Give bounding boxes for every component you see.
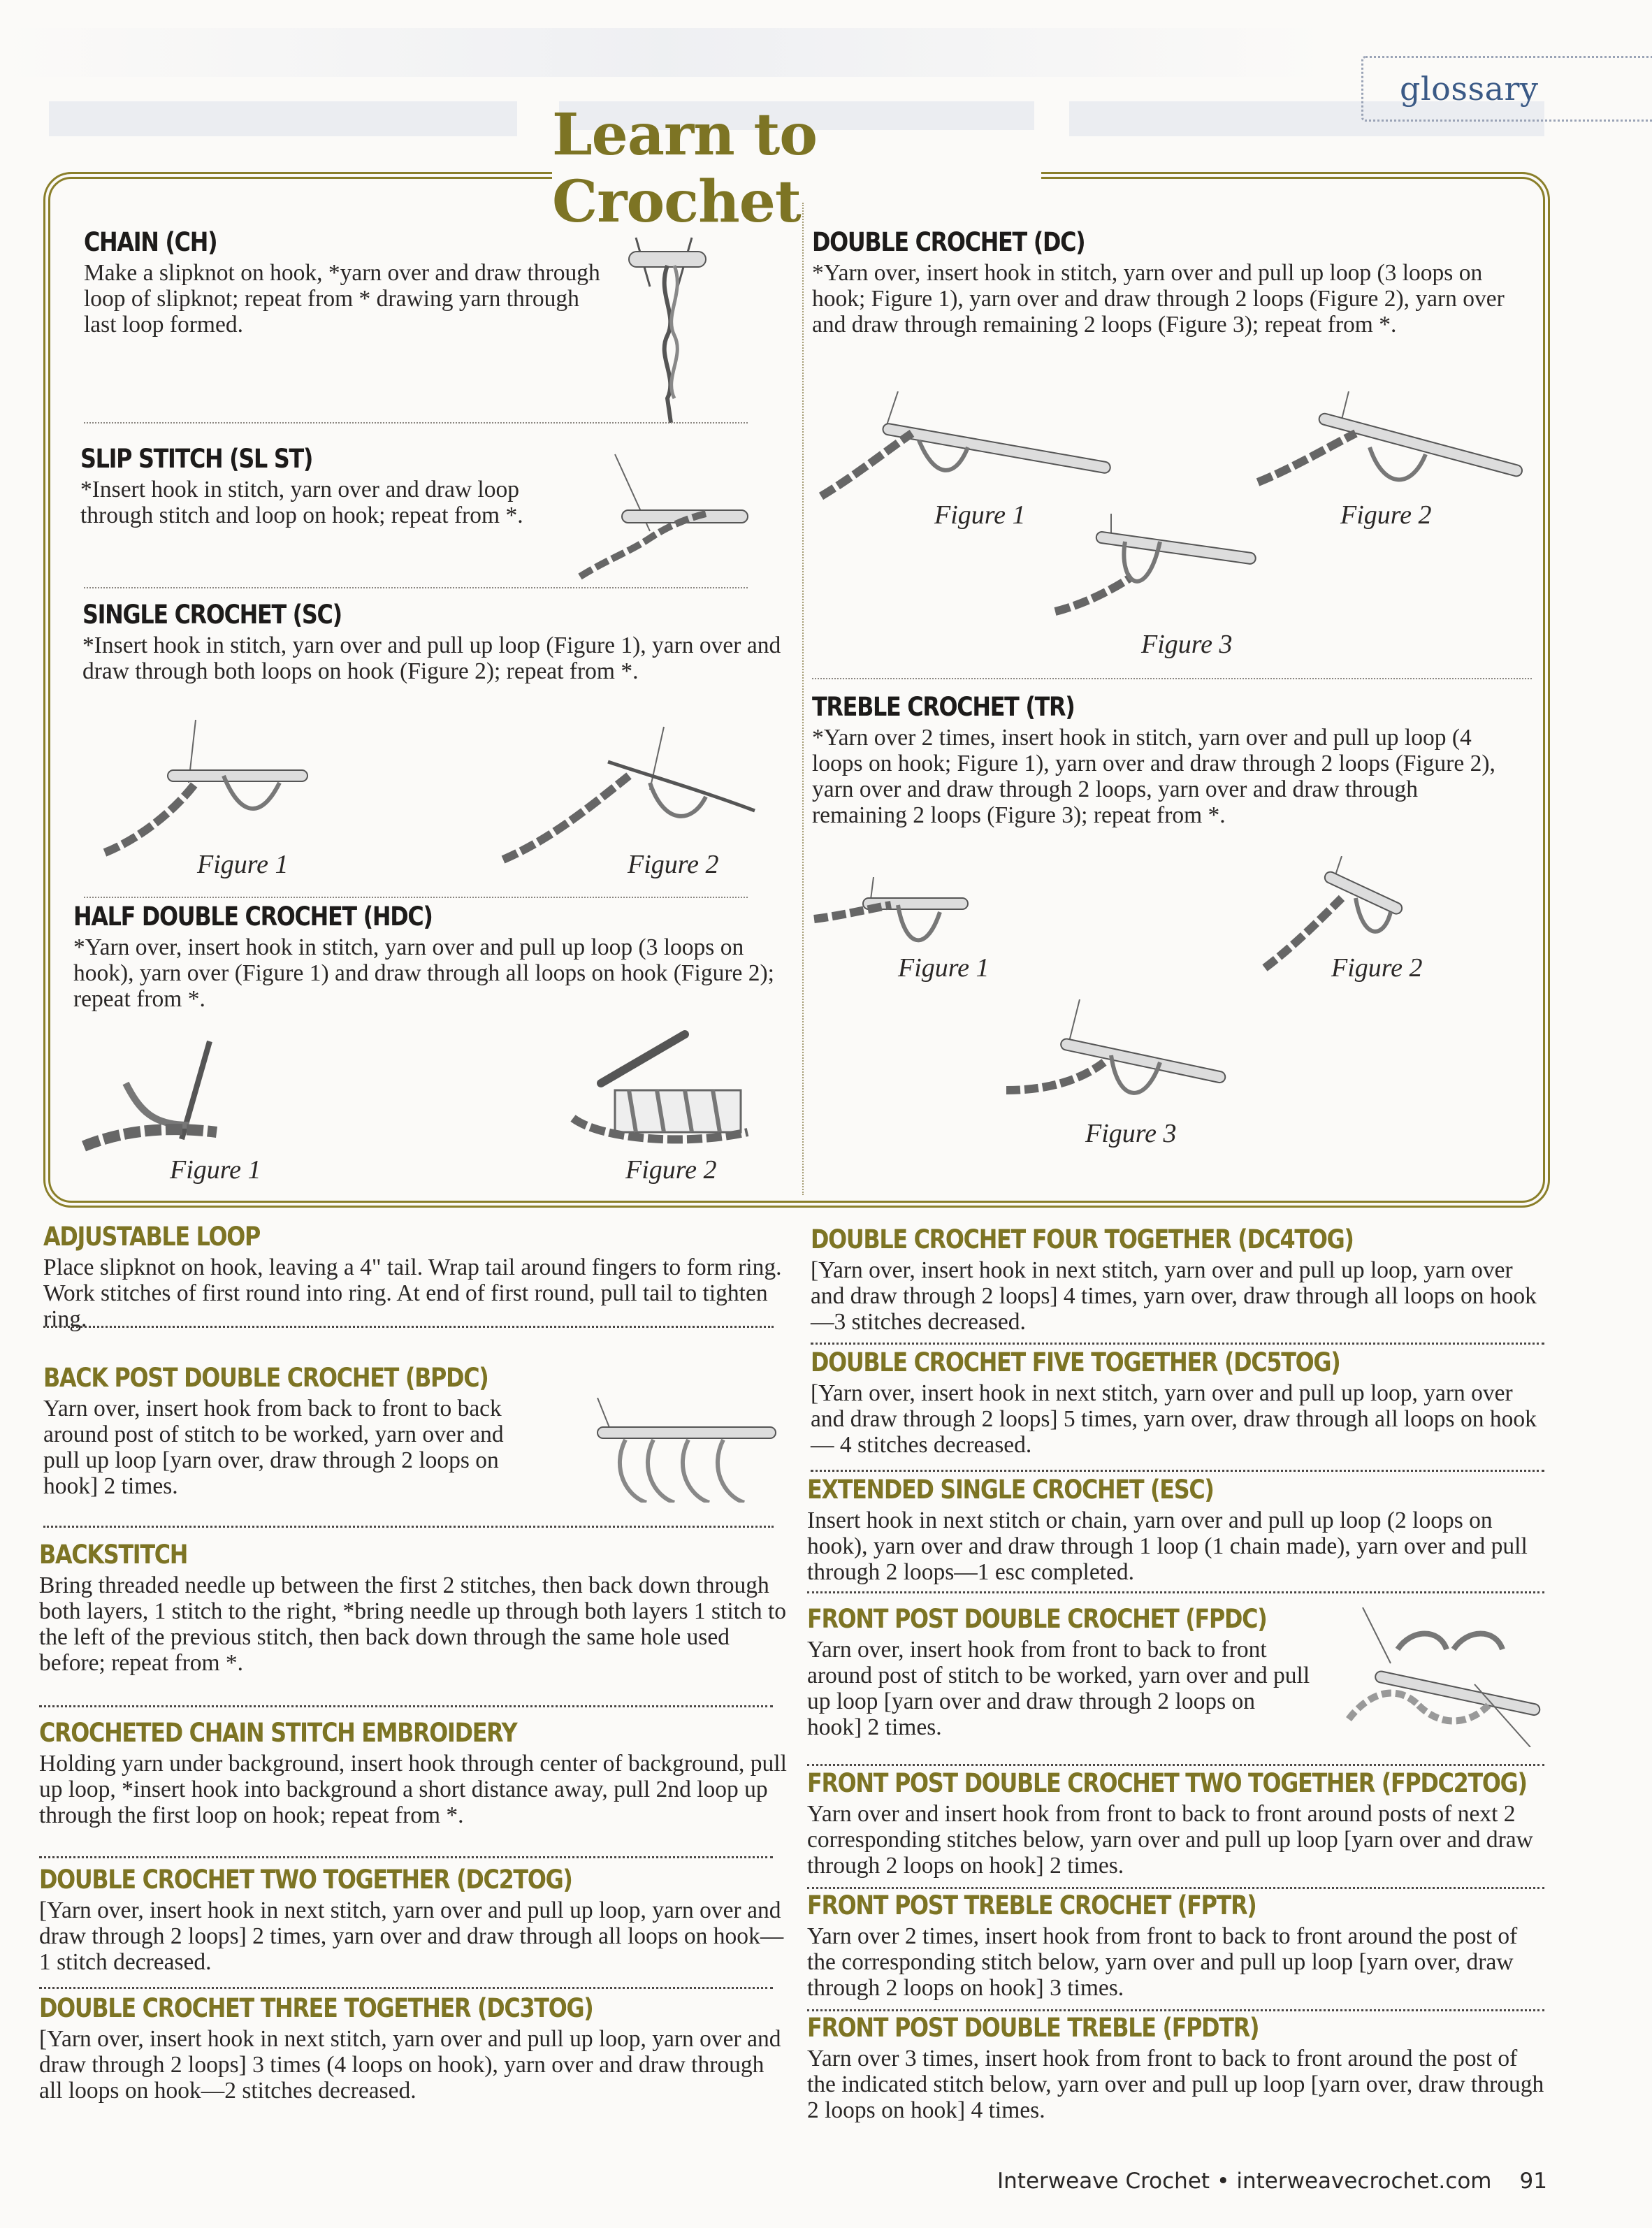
show-through-band	[0, 28, 1328, 77]
section-divider	[812, 678, 1532, 679]
figure-label: Figure 1	[934, 500, 1026, 530]
section-divider	[39, 1987, 773, 1989]
learn-to-crochet-title-wrap	[552, 101, 1041, 236]
double-crochet-figure-3	[1048, 514, 1258, 619]
section-divider	[811, 1470, 1544, 1472]
entry-double-crochet-three-together	[39, 1993, 787, 2104]
show-through-block	[49, 101, 517, 136]
entry-front-post-double-crochet-two-together	[807, 1768, 1548, 1879]
entry-heading: DOUBLE CROCHET THREE TOGETHER (DC3TOG)	[39, 1993, 593, 2023]
entry-heading: EXTENDED SINGLE CROCHET (ESC)	[807, 1475, 1214, 1505]
section-divider	[84, 422, 748, 424]
entry-front-post-treble-crochet	[807, 1890, 1548, 2001]
entry-heading: FRONT POST TREBLE CROCHET (FPTR)	[807, 1890, 1256, 1920]
entry-body: Yarn over 3 times, insert hook from front to back to front around the post of the indicated stitch below, yarn over and pull up loop [yarn over, draw through 2 loops on hook] 4 times.	[807, 2046, 1544, 2123]
entry-body: Bring threaded needle up between the first 2 stitches, then back down through both layers, 1 stitch to the right, *bring needle up through both layers 1 stitch to the left of the previous stitch, then back down through the same hole used before; repeat from *.	[39, 1572, 787, 1676]
entry-body: Place slipknot on hook, leaving a 4" tail. Wrap tail around fingers to form ring. Work stitches of first round into ring. At end of first round, pull tail to tighten ring.	[43, 1254, 782, 1332]
section-divider	[39, 1856, 773, 1858]
entry-body: *Yarn over, insert hook in stitch, yarn over and pull up loop (3 loops on hook; Figure 1), yarn over and draw through 2 loops (Figure 2), yarn over and draw through remaining 2 loops (Figure 3); repeat from *.	[812, 260, 1505, 338]
figure-label: Figure 3	[1085, 1119, 1177, 1148]
entry-front-post-double-treble	[807, 2013, 1548, 2123]
entry-body: Holding yarn under background, insert hook through center of background, pull up loop, *insert hook into background a short distance away, pull 2nd loop up through the first loop on hook; repeat from *.	[39, 1751, 787, 1828]
entry-double-crochet-five-together	[811, 1347, 1551, 1458]
entry-heading: TREBLE CROCHET (TR)	[812, 692, 1075, 722]
figure-label: Figure 1	[197, 850, 289, 879]
figure-label: Figure 3	[1141, 630, 1233, 659]
figure-label: Figure 2	[628, 850, 719, 879]
single-crochet-figure-1	[98, 706, 314, 867]
footer-website-link[interactable]: interweavecrochet.com	[1236, 2169, 1492, 2194]
section-divider	[43, 1526, 774, 1528]
front-post-double-crochet-illustration	[1342, 1607, 1544, 1747]
section-tab-glossary	[1361, 56, 1652, 122]
entry-body: *Yarn over 2 times, insert hook in stitch, yarn over and pull up loop (4 loops on hook; Figure 1), yarn over and draw through 2 loops (Figure 2), yarn over and draw through 2 loops, yarn over and draw through remaining 2 loops (Figure 3); repeat from *.	[812, 725, 1495, 828]
entry-heading: FRONT POST DOUBLE CROCHET (FPDC)	[807, 1604, 1267, 1634]
entry-body: *Yarn over, insert hook in stitch, yarn over and pull up loop (3 loops on hook), yarn over (Figure 1) and draw through all loops on hook (Figure 2); repeat from *.	[73, 934, 774, 1012]
entry-heading: CROCHETED CHAIN STITCH EMBROIDERY	[39, 1718, 517, 1748]
entry-heading: HALF DOUBLE CROCHET (HDC)	[73, 902, 433, 932]
entry-slip-stitch	[80, 444, 570, 528]
section-tab-label: glossary	[1400, 70, 1539, 108]
half-double-crochet-figure-2	[545, 1027, 769, 1153]
entry-body: [Yarn over, insert hook in next stitch, yarn over and pull up loop, yarn over and draw through 2 loops] 5 times, yarn over, draw through all loops on hook — 4 stitches decreased.	[811, 1380, 1537, 1458]
double-crochet-figure-2	[1251, 391, 1530, 503]
section-divider	[811, 1343, 1544, 1345]
entry-body: Yarn over, insert hook from front to back to front around post of stitch to be worked, yarn over and pull up loop [yarn over and draw through 2 loops on hook] 2 times.	[807, 1637, 1310, 1740]
figure-label: Figure 2	[625, 1155, 717, 1185]
page-number: 91	[1519, 2169, 1547, 2194]
entry-heading: FRONT POST DOUBLE CROCHET TWO TOGETHER (FPDC2TOG)	[807, 1768, 1527, 1798]
entry-heading: DOUBLE CROCHET (DC)	[812, 227, 1085, 257]
entry-heading: FRONT POST DOUBLE TREBLE (FPDTR)	[807, 2013, 1259, 2043]
figure-label: Figure 1	[898, 953, 990, 983]
half-double-crochet-figure-1	[77, 1034, 259, 1153]
entry-double-crochet-two-together	[39, 1865, 787, 1975]
slip-stitch-illustration	[566, 440, 755, 580]
treble-crochet-figure-3	[999, 999, 1237, 1118]
entry-single-crochet	[82, 600, 788, 684]
section-divider	[43, 1326, 774, 1328]
footer-publication: Interweave Crochet	[997, 2169, 1210, 2194]
entry-body: [Yarn over, insert hook in next stitch, yarn over and pull up loop, yarn over and draw through 2 loops] 4 times, yarn over, draw through all loops on hook—3 stitches decreased.	[811, 1257, 1537, 1335]
entry-heading: DOUBLE CROCHET FOUR TOGETHER (DC4TOG)	[811, 1224, 1354, 1254]
box-column-divider	[802, 203, 804, 1195]
figure-label: Figure 2	[1340, 500, 1432, 530]
entry-adjustable-loop	[43, 1222, 791, 1332]
section-divider	[807, 2009, 1544, 2011]
section-divider	[807, 1591, 1544, 1593]
footer-separator: •	[1217, 2169, 1230, 2194]
entry-body: Yarn over, insert hook from back to front to back around post of stitch to be worked, yarn over and pull up loop [yarn over, draw through 2 loops on hook] 2 times.	[43, 1396, 504, 1499]
entry-double-crochet	[812, 227, 1518, 338]
section-divider	[807, 1887, 1544, 1889]
entry-half-double-crochet	[73, 902, 779, 1012]
entry-extended-single-crochet	[807, 1475, 1548, 1585]
double-crochet-figure-1	[814, 391, 1115, 503]
section-divider	[807, 1764, 1544, 1766]
entry-heading: SINGLE CROCHET (SC)	[82, 600, 342, 630]
entry-body: Insert hook in next stitch or chain, yarn over and pull up loop (2 loops on hook), yarn over and draw through 1 loop (1 chain made), yarn over and pull through 2 loops—1 esc completed.	[807, 1507, 1528, 1585]
entry-body: Make a slipknot on hook, *yarn over and draw through loop of slipknot; repeat from * drawing yarn through last loop formed.	[84, 260, 600, 338]
entry-crocheted-chain-stitch-embroidery	[39, 1718, 787, 1828]
entry-double-crochet-four-together	[811, 1224, 1551, 1335]
entry-body: [Yarn over, insert hook in next stitch, yarn over and pull up loop, yarn over and draw through 2 loops] 3 times (4 loops on hook), yarn over and draw through all loops on hook—2 stitches decreased.	[39, 2026, 781, 2104]
entry-body: Yarn over and insert hook from front to back to front around posts of next 2 corresponding stitches below, yarn over and pull up loop [yarn over and draw through 2 loops on hook] 2 times.	[807, 1801, 1533, 1879]
figure-label: Figure 1	[170, 1155, 261, 1185]
entry-heading: BACKSTITCH	[39, 1540, 188, 1570]
page-footer	[997, 2169, 1547, 2194]
entry-body: *Insert hook in stitch, yarn over and pull up loop (Figure 1), yarn over and draw through both loops on hook (Figure 2); repeat from *.	[82, 632, 781, 684]
entry-heading: DOUBLE CROCHET TWO TOGETHER (DC2TOG)	[39, 1865, 572, 1895]
entry-heading: SLIP STITCH (SL ST)	[80, 444, 313, 474]
section-divider	[39, 1705, 773, 1707]
entry-treble-crochet	[812, 692, 1518, 828]
entry-back-post-double-crochet	[43, 1363, 532, 1499]
section-divider	[84, 897, 748, 898]
entry-front-post-double-crochet	[807, 1604, 1310, 1740]
entry-body: Yarn over 2 times, insert hook from front to back to front around the post of the corresponding stitch below, yarn over and pull up loop [yarn over, draw through 2 loops on hook] 3 times.	[807, 1923, 1518, 2001]
entry-heading: ADJUSTABLE LOOP	[43, 1222, 261, 1252]
entry-heading: BACK POST DOUBLE CROCHET (BPDC)	[43, 1363, 488, 1393]
figure-label: Figure 2	[1331, 953, 1423, 983]
entry-body: [Yarn over, insert hook in next stitch, yarn over and pull up loop, yarn over and draw through 2 loops] 2 times, yarn over and draw through all loops on hook—1 stitch decreased.	[39, 1897, 784, 1975]
entry-heading: CHAIN (CH)	[84, 227, 217, 257]
page-title: Learn to Crochet	[552, 101, 817, 236]
back-post-double-crochet-illustration	[584, 1398, 779, 1503]
entry-body: *Insert hook in stitch, yarn over and draw loop through stitch and loop on hook; repeat from *.	[80, 477, 523, 528]
section-divider	[84, 587, 748, 588]
chain-illustration	[608, 224, 727, 426]
entry-chain	[84, 227, 615, 338]
entry-heading: DOUBLE CROCHET FIVE TOGETHER (DC5TOG)	[811, 1347, 1340, 1377]
entry-backstitch	[39, 1540, 787, 1676]
